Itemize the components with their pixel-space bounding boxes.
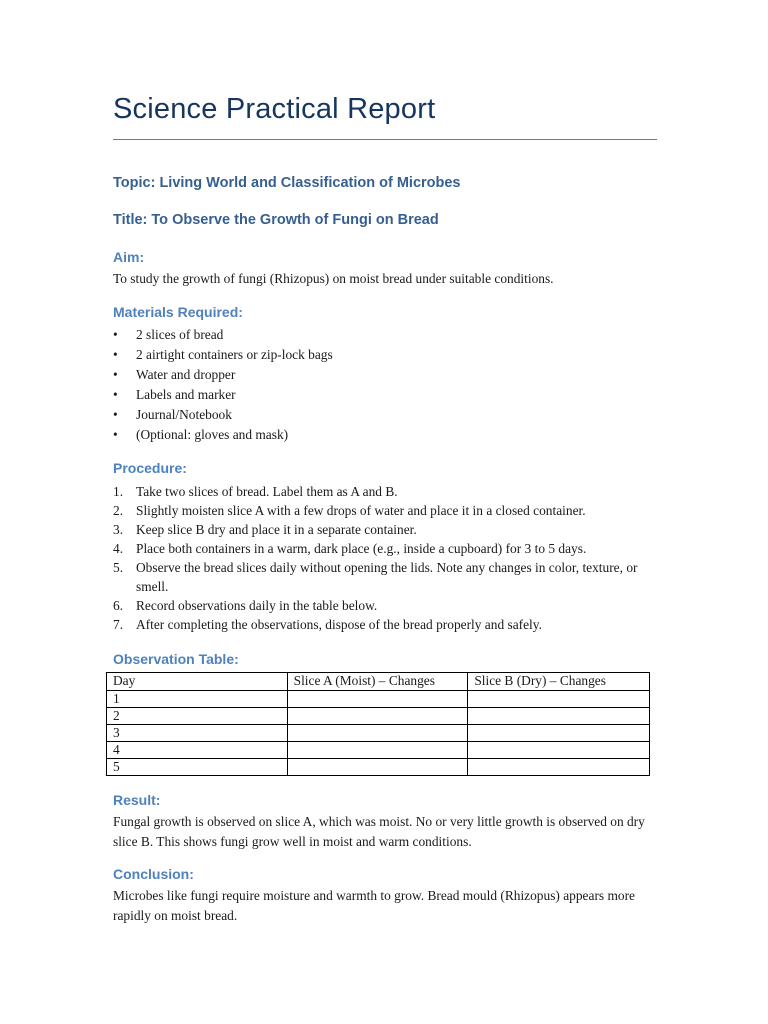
list-item: • Journal/Notebook (113, 405, 333, 425)
materials-heading: Materials Required: (113, 304, 243, 320)
conclusion-heading: Conclusion: (113, 866, 194, 882)
list-item: • 2 airtight containers or zip-lock bags (113, 345, 333, 365)
aim-text: To study the growth of fungi (Rhizopus) on moist bread under suitable conditions. (113, 271, 554, 286)
list-item: 5. Observe the bread slices daily without opening the lids. Note any changes in color, texture, or smell. (113, 560, 638, 594)
slice-b-cell (468, 742, 650, 759)
materials-list (113, 325, 333, 445)
table-row (107, 725, 650, 742)
slice-a-cell (287, 708, 468, 725)
day-cell: 3 (107, 725, 288, 742)
conclusion-text: Microbes like fungi require moisture and warmth to grow. Bread mould (Rhizopus) appears more rapidly on moist bread. (113, 888, 635, 923)
bullet-icon: • (113, 327, 118, 342)
day-cell: 1 (107, 691, 288, 708)
procedure-list (113, 482, 656, 634)
bullet-icon: • (113, 427, 118, 442)
column-header-day: Day (107, 673, 288, 691)
page-title: Science Practical Report (113, 93, 436, 125)
day-cell: 4 (107, 742, 288, 759)
slice-b-cell (468, 708, 650, 725)
list-item: 1. Take two slices of bread. Label them as A and B. (113, 484, 398, 499)
column-header-slice-b: Slice B (Dry) – Changes (468, 673, 650, 691)
bullet-icon: • (113, 387, 118, 402)
topic-heading: Topic: Living World and Classification of Microbes (113, 175, 461, 191)
list-item: • Labels and marker (113, 385, 333, 405)
result-heading: Result: (113, 792, 161, 808)
observation-table (106, 672, 650, 776)
day-cell: 5 (107, 759, 288, 776)
report-title-heading: Title: To Observe the Growth of Fungi on Bread (113, 212, 439, 228)
slice-b-cell (468, 759, 650, 776)
day-cell: 2 (107, 708, 288, 725)
slice-b-cell (468, 725, 650, 742)
procedure-heading: Procedure: (113, 460, 187, 476)
list-item: • 2 slices of bread (113, 325, 333, 345)
column-header-slice-a: Slice A (Moist) – Changes (287, 673, 468, 691)
list-item: 4. Place both containers in a warm, dark place (e.g., inside a cupboard) for 3 to 5 days. (113, 541, 587, 556)
list-item: 3. Keep slice B dry and place it in a separate container. (113, 522, 417, 537)
slice-a-cell (287, 742, 468, 759)
list-item: 2. Slightly moisten slice A with a few drops of water and place it in a closed container. (113, 503, 586, 518)
list-item: 6. Record observations daily in the table below. (113, 598, 378, 613)
table-row (107, 759, 650, 776)
bullet-icon: • (113, 367, 118, 382)
slice-a-cell (287, 759, 468, 776)
table-row (107, 708, 650, 725)
table-row (107, 742, 650, 759)
slice-b-cell (468, 691, 650, 708)
observation-heading: Observation Table: (113, 651, 239, 667)
slice-a-cell (287, 691, 468, 708)
table-header-row (107, 673, 650, 691)
list-item: • (Optional: gloves and mask) (113, 425, 333, 445)
list-item: 7. After completing the observations, dispose of the bread properly and safely. (113, 617, 542, 632)
aim-heading: Aim: (113, 249, 145, 265)
result-text: Fungal growth is observed on slice A, which was moist. No or very little growth is observed on dry slice B. This shows fungi grow well in moist and warm conditions. (113, 814, 645, 849)
slice-a-cell (287, 725, 468, 742)
title-underline (113, 139, 657, 140)
table-row (107, 691, 650, 708)
bullet-icon: • (113, 407, 118, 422)
list-item: • Water and dropper (113, 365, 333, 385)
bullet-icon: • (113, 347, 118, 362)
